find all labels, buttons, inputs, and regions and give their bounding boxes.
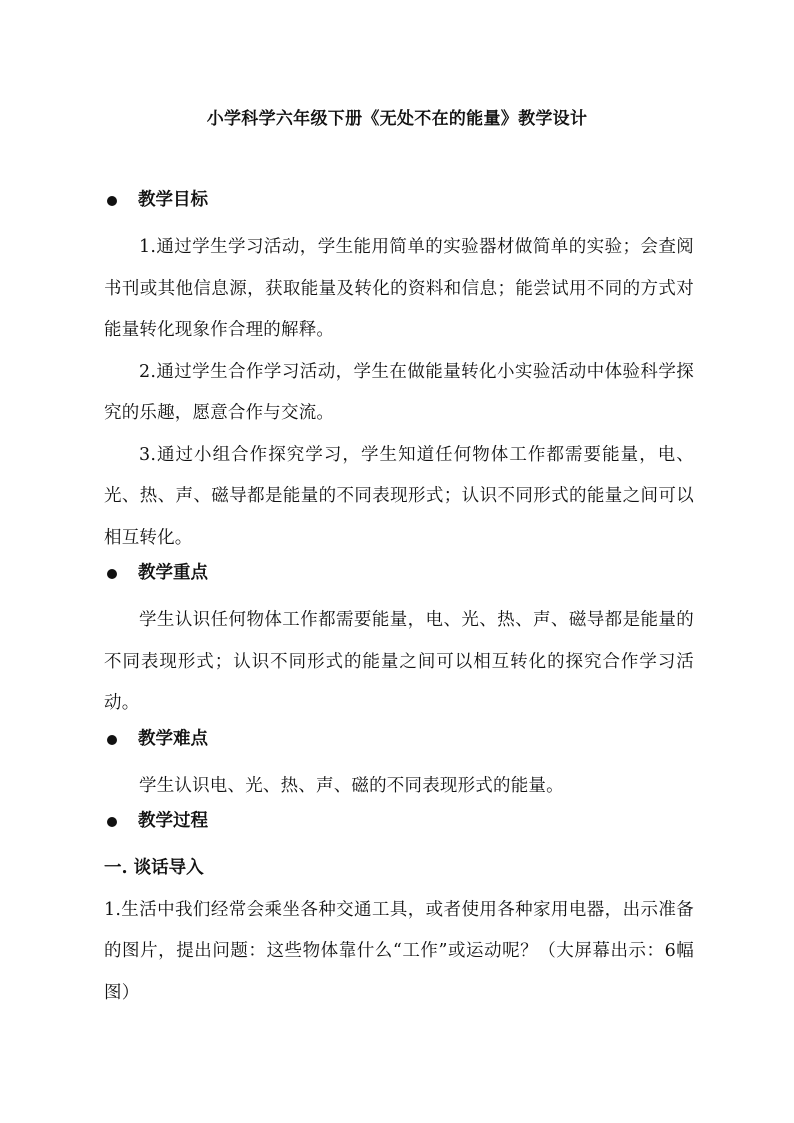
bullet-icon: [107, 569, 117, 579]
section-heading-label: 教学过程: [138, 811, 208, 831]
section-heading-difficulties: [104, 725, 694, 766]
bullet-icon: [107, 196, 117, 206]
document-title: 小学科学六年级下册《无处不在的能量》教学设计: [206, 109, 588, 129]
difficulties-text: 学生认识电、光、热、声、磁的不同表现形式的能量。: [139, 775, 564, 796]
section-heading-process: [104, 807, 694, 848]
section-heading-label: 教学重点: [138, 563, 208, 583]
section-heading-label: 教学目标: [138, 190, 208, 210]
bullet-icon: [107, 817, 117, 827]
bullet-icon: [107, 735, 117, 745]
objective-item-2: 2.通过学生合作学习活动，学生在做能量转化小实验活动中体验科学探究的乐趣，愿意合作与交流。: [104, 361, 694, 423]
section-heading-key-points: [104, 559, 694, 600]
key-points-text: 学生认识任何物体工作都需要能量，电、光、热、声、磁导都是能量的不同表现形式；认识不同形式的能量之间可以相互转化的探究合作学习活动。: [104, 610, 694, 713]
objective-item-1: 1.通过学生学习活动，学生能用简单的实验器材做简单的实验；会查阅书刊或其他信息源，获取能量及转化的资料和信息；能尝试用不同的方式对能量转化现象作合理的解释。: [104, 237, 694, 340]
document-body: [104, 186, 694, 1014]
process-text: 1.生活中我们经常会乘坐各种交通工具，或者使用各种家用电器，出示准备的图片，提出问题：这些物体靠什么“工作”或运动呢？（大屏幕出示：6幅图）: [104, 899, 694, 1003]
section-heading-objectives: [104, 186, 694, 227]
section-heading-label: 教学难点: [138, 728, 208, 749]
process-subheading: 一. 谈话导入: [104, 858, 204, 878]
objective-item-3: 3.通过小组合作探究学习，学生知道任何物体工作都需要能量，电、光、热、声、磁导都是能量的不同表现形式；认识不同形式的能量之间可以相互转化。: [104, 444, 694, 548]
